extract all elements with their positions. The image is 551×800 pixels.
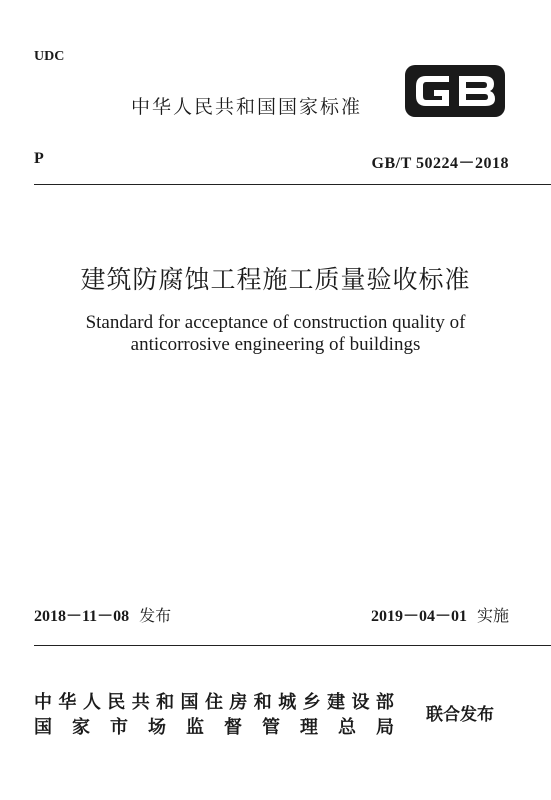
issuer-char: 共 <box>131 692 150 713</box>
issuer-char: 城 <box>278 692 297 713</box>
issue-date-value: 2018－11－08 <box>34 608 130 625</box>
issuer-char: 华 <box>58 692 77 713</box>
joint-release-label: 联合发布 <box>426 705 494 725</box>
national-standard-heading: 中华人民共和国国家标准 <box>131 96 363 118</box>
implementation-date <box>371 603 509 626</box>
title-chinese: 建筑防腐蚀工程施工质量验收标准 <box>80 265 471 294</box>
issuer-char: 理 <box>300 717 318 738</box>
issue-date <box>34 603 171 626</box>
issuer-char: 家 <box>72 717 90 738</box>
title-english <box>0 312 551 356</box>
title-english-line-2: anticorrosive engineering of buildings <box>130 334 421 355</box>
issuer-char: 总 <box>338 717 356 738</box>
issuer-char: 乡 <box>302 692 321 713</box>
implementation-label: 实施 <box>476 606 509 625</box>
top-divider <box>34 184 551 185</box>
issuer-char: 民 <box>107 692 126 713</box>
implementation-date-value: 2019－04－01 <box>370 608 467 625</box>
issuer-char: 设 <box>351 692 370 713</box>
category-code: P <box>34 150 44 167</box>
issuer-char: 场 <box>148 717 166 738</box>
udc-label: UDC <box>34 49 65 64</box>
issuer-line-2 <box>34 713 394 739</box>
issuer-char: 局 <box>376 717 394 738</box>
issuer-char: 人 <box>82 692 101 713</box>
issuer-char: 房 <box>229 692 248 713</box>
gb-logo <box>404 64 506 118</box>
issuer-line-1 <box>34 688 394 714</box>
issuer-char: 监 <box>186 717 204 738</box>
issuer-char: 国 <box>180 692 199 713</box>
title-english-line-1: Standard for acceptance of construction quality of <box>85 312 466 333</box>
issuer-char: 建 <box>327 692 346 713</box>
issuer-char: 管 <box>262 717 280 738</box>
issuer-char: 市 <box>110 717 128 738</box>
issuer-char: 住 <box>204 692 223 713</box>
issuer-char: 督 <box>224 717 242 738</box>
issuer-char: 和 <box>156 692 175 713</box>
issuer-char: 中 <box>34 692 52 713</box>
issue-label: 发布 <box>139 606 172 625</box>
issuer-char: 和 <box>253 692 272 713</box>
bottom-divider <box>34 645 551 646</box>
issuer-char: 国 <box>34 717 52 738</box>
issuer-char: 部 <box>375 692 394 713</box>
standard-number: GB/T 50224－2018 <box>371 155 509 172</box>
